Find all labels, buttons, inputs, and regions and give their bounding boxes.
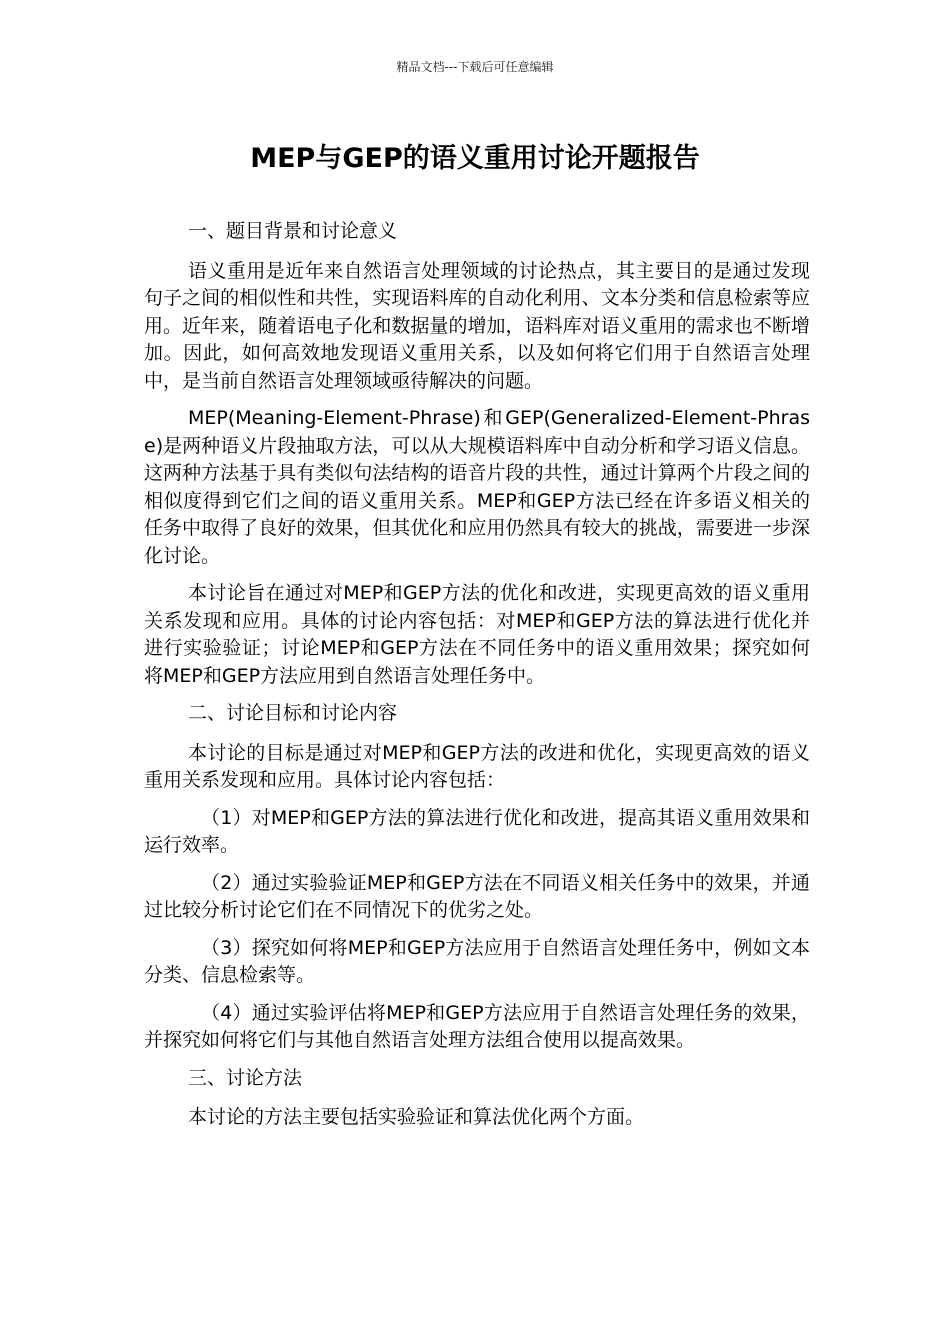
list-item: （3）探究如何将MEP和GEP方法应用于自然语言处理任务中，例如文本分类、信息检索等。 [144, 936, 810, 986]
body-paragraph: 本讨论旨在通过对MEP和GEP方法的优化和改进，实现更高效的语义重用关系发现和应用。具体的讨论内容包括：对MEP和GEP方法的算法进行优化并进行实验验证；讨论MEP和GEP方法在不同任务中的语义重用效果；探究如何将MEP和GEP方法应用到自然语言处理任务中。 [144, 582, 810, 687]
section-heading: 二、讨论目标和讨论内容 [188, 702, 398, 724]
page-header: 精品文档---下载后可任意编辑 [396, 60, 554, 74]
list-item: （4）通过实验评估将MEP和GEP方法应用于自然语言处理任务的效果，并探究如何将它们与其他自然语言处理方法组合使用以提高效果。 [144, 1001, 810, 1051]
list-item: （2）通过实验验证MEP和GEP方法在不同语义相关任务中的效果，并通过比较分析讨论它们在不同情况下的优劣之处。 [144, 871, 810, 921]
section-heading: 三、讨论方法 [188, 1066, 303, 1089]
body-paragraph: MEP(Meaning-Element-Phrase)和GEP(Generalized-Element-Phrase)是两种语义片段抽取方法，可以从大规模语料库中自动分析和学习语义信息。这两种方法基于具有类似句法结构的语音片段的共性，通过计算两个片段之间的相似度得到它们之间的语义重用关系。MEP和GEP方法已经在许多语义相关的任务中取得了良好的效果，但其优化和应用仍然具有较大的挑战，需要进一步深化讨论。 [144, 407, 810, 567]
body-paragraph: 语义重用是近年来自然语言处理领域的讨论热点，其主要目的是通过发现句子之间的相似性和共性，实现语料库的自动化利用、文本分类和信息检索等应用。近年来，随着语电子化和数据量的增加，语料库对语义重用的需求也不断增加。因此，如何高效地发现语义重用关系，以及如何将它们用于自然语言处理中，是当前自然语言处理领域亟待解决的问题。 [144, 259, 810, 392]
body-paragraph: 本讨论的方法主要包括实验验证和算法优化两个方面。 [188, 1106, 645, 1128]
document-title: MEP与GEP的语义重用讨论开题报告 [250, 143, 700, 174]
body-paragraph: 本讨论的目标是通过对MEP和GEP方法的改进和优化，实现更高效的语义重用关系发现和应用。具体讨论内容包括： [144, 741, 810, 791]
section-heading: 一、题目背景和讨论意义 [188, 220, 398, 242]
list-item: （1）对MEP和GEP方法的算法进行优化和改进，提高其语义重用效果和运行效率。 [144, 806, 810, 856]
document-body [144, 218, 810, 1142]
